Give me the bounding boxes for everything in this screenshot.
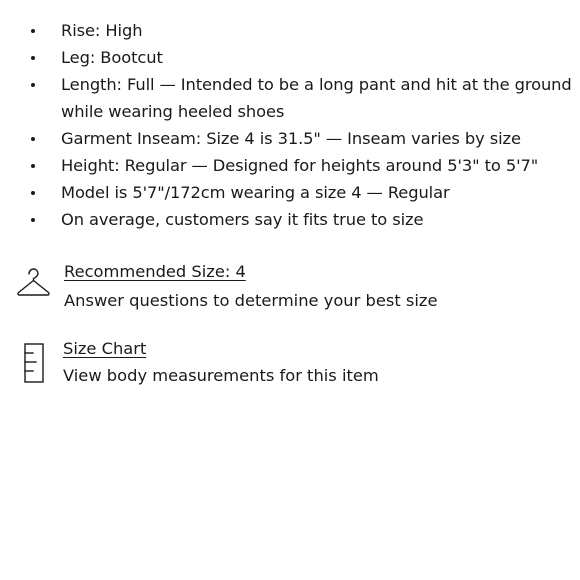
fit-detail-customer-fit (0, 206, 580, 233)
fit-detail-length (0, 71, 580, 125)
fit-detail-text: Rise: High (61, 21, 143, 40)
fit-detail-text: Height: Regular — Designed for heights around 5'3" to 5'7" (61, 156, 539, 175)
bullet-icon (31, 137, 35, 141)
fit-detail-inseam (0, 125, 580, 152)
fit-detail-text: On average, customers say it fits true to size (61, 210, 424, 229)
fit-detail-rise (0, 17, 580, 44)
bullet-icon (31, 83, 35, 87)
fit-detail-text: Garment Inseam: Size 4 is 31.5" — Inseam varies by size (61, 129, 521, 148)
fit-detail-model (0, 179, 580, 206)
fit-detail-text: Leg: Bootcut (61, 48, 163, 67)
bullet-icon (31, 218, 35, 222)
fit-detail-text: Model is 5'7"/172cm wearing a size 4 — Regular (61, 183, 450, 202)
ruler-icon (24, 343, 46, 389)
fit-detail-height (0, 152, 580, 179)
fit-detail-text: Length: Full — Intended to be a long pant and hit at the ground while wearing heeled shoes (61, 75, 572, 121)
size-chart-link[interactable]: Size Chart (63, 339, 147, 358)
fit-details-list (0, 17, 580, 233)
bullet-icon (31, 56, 35, 60)
bullet-icon (31, 29, 35, 33)
size-chart-description: View body measurements for this item (63, 366, 379, 385)
bullet-icon (31, 191, 35, 195)
hanger-icon (16, 268, 51, 304)
recommended-size-description: Answer questions to determine your best size (64, 291, 438, 310)
bullet-icon (31, 164, 35, 168)
fit-detail-leg (0, 44, 580, 71)
recommended-size-link[interactable]: Recommended Size: 4 (64, 262, 246, 281)
